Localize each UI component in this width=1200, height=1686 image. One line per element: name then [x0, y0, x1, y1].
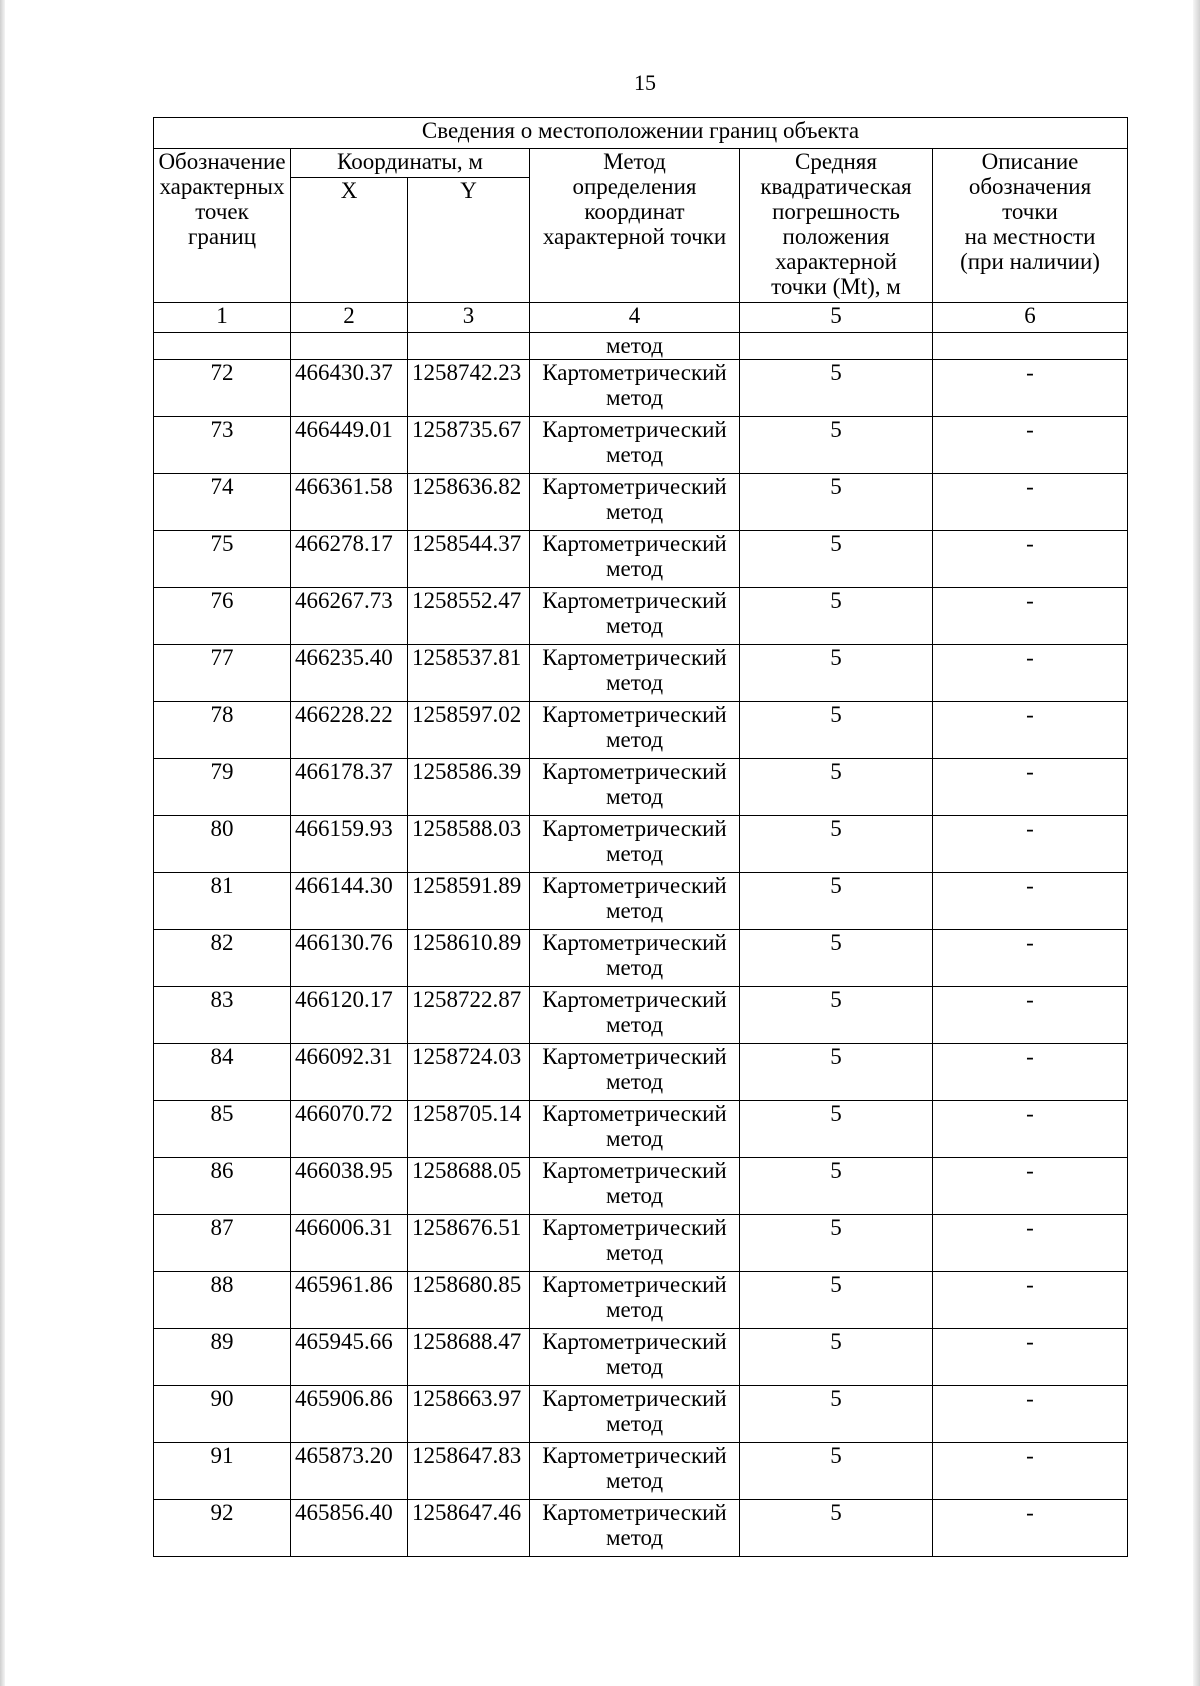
cell-method: Картометрический метод — [530, 360, 740, 417]
table-title: Сведения о местоположении границ объекта — [154, 118, 1128, 149]
cell-point: 74 — [154, 474, 291, 531]
cell-y: 1258722.87 — [408, 987, 530, 1044]
cell-method: Картометрический метод — [530, 1272, 740, 1329]
cell-point: 86 — [154, 1158, 291, 1215]
cell-point: 77 — [154, 645, 291, 702]
cell-x: 465873.20 — [291, 1443, 408, 1500]
cell-y: 1258591.89 — [408, 873, 530, 930]
table-body — [154, 333, 1128, 1557]
cell-method: Картометрический метод — [530, 930, 740, 987]
cell-point: 79 — [154, 759, 291, 816]
cell-description: - — [933, 987, 1128, 1044]
cell-point: 76 — [154, 588, 291, 645]
header-method: Метод определения координат характерной точки — [530, 149, 740, 303]
column-number: 1 — [154, 303, 291, 333]
cell-y: 1258742.23 — [408, 360, 530, 417]
cell-description: - — [933, 1158, 1128, 1215]
cell-point: 87 — [154, 1215, 291, 1272]
cell-description: - — [933, 531, 1128, 588]
continuation-row — [154, 333, 1128, 360]
cell-point: 81 — [154, 873, 291, 930]
cell-error: 5 — [740, 1101, 933, 1158]
cell-x: 466449.01 — [291, 417, 408, 474]
column-number: 3 — [408, 303, 530, 333]
cell-x: 466120.17 — [291, 987, 408, 1044]
cell-y: 1258676.51 — [408, 1215, 530, 1272]
table-row — [154, 702, 1128, 759]
cell-x: 466235.40 — [291, 645, 408, 702]
table-row — [154, 1158, 1128, 1215]
cell-method: Картометрический метод — [530, 1500, 740, 1557]
cell-method: Картометрический метод — [530, 1443, 740, 1500]
cell-error: 5 — [740, 1215, 933, 1272]
cell-point: 85 — [154, 1101, 291, 1158]
cell-x: 466130.76 — [291, 930, 408, 987]
cell-error: 5 — [740, 1272, 933, 1329]
table-row — [154, 873, 1128, 930]
column-number: 6 — [933, 303, 1128, 333]
cell-method: Картометрический метод — [530, 1101, 740, 1158]
cell-x: 466144.30 — [291, 873, 408, 930]
cell-description: - — [933, 759, 1128, 816]
table-row — [154, 1386, 1128, 1443]
cell-x: 465906.86 — [291, 1386, 408, 1443]
table-row — [154, 1215, 1128, 1272]
cell-x: 465961.86 — [291, 1272, 408, 1329]
cell-point: 88 — [154, 1272, 291, 1329]
cell-description: - — [933, 1386, 1128, 1443]
table-row — [154, 474, 1128, 531]
cell-y: 1258647.83 — [408, 1443, 530, 1500]
header-coordinates: Координаты, м — [291, 149, 530, 178]
cell-x: 466038.95 — [291, 1158, 408, 1215]
cell-error: 5 — [740, 360, 933, 417]
scan-edge-left — [0, 0, 5, 1686]
page-number: 15 — [634, 70, 656, 95]
cell-error: 5 — [740, 645, 933, 702]
cell-method: Картометрический метод — [530, 702, 740, 759]
cell-error: 5 — [740, 1329, 933, 1386]
cell-y: 1258636.82 — [408, 474, 530, 531]
cell-description: - — [933, 588, 1128, 645]
cell-description: - — [933, 702, 1128, 759]
cell-method: Картометрический метод — [530, 816, 740, 873]
boundary-coordinates-table — [153, 117, 1128, 1557]
cell-x: 466159.93 — [291, 816, 408, 873]
cell-x: 466278.17 — [291, 531, 408, 588]
cell-method: Картометрический метод — [530, 1329, 740, 1386]
cell-description: - — [933, 1101, 1128, 1158]
cell-x: 466006.31 — [291, 1215, 408, 1272]
table-row — [154, 1272, 1128, 1329]
cell-error: 5 — [740, 759, 933, 816]
cell-point: 82 — [154, 930, 291, 987]
cell-point: 83 — [154, 987, 291, 1044]
column-number: 5 — [740, 303, 933, 333]
cell-method: Картометрический метод — [530, 987, 740, 1044]
cell-method: Картометрический метод — [530, 588, 740, 645]
cell-description: - — [933, 1044, 1128, 1101]
table-row — [154, 759, 1128, 816]
cell-method: Картометрический метод — [530, 417, 740, 474]
cell-point: 92 — [154, 1500, 291, 1557]
cell-point: 84 — [154, 1044, 291, 1101]
cell-description: - — [933, 1215, 1128, 1272]
scan-edge-right — [1193, 0, 1200, 1686]
table-row — [154, 645, 1128, 702]
continuation-method: метод — [530, 333, 740, 360]
header-point: Обозначение характерных точек границ — [154, 149, 291, 303]
cell-x: 466092.31 — [291, 1044, 408, 1101]
cell-method: Картометрический метод — [530, 759, 740, 816]
header-x: X — [291, 178, 408, 303]
cell-description: - — [933, 873, 1128, 930]
cell-method: Картометрический метод — [530, 531, 740, 588]
table-row — [154, 1500, 1128, 1557]
cell-method: Картометрический метод — [530, 1386, 740, 1443]
cell-point: 80 — [154, 816, 291, 873]
cell-y: 1258597.02 — [408, 702, 530, 759]
cell-y: 1258586.39 — [408, 759, 530, 816]
cell-description: - — [933, 1500, 1128, 1557]
cell-point: 75 — [154, 531, 291, 588]
cell-method: Картометрический метод — [530, 873, 740, 930]
cell-x: 466361.58 — [291, 474, 408, 531]
cell-error: 5 — [740, 1500, 933, 1557]
cell-error: 5 — [740, 1044, 933, 1101]
cell-description: - — [933, 645, 1128, 702]
cell-description: - — [933, 1443, 1128, 1500]
cell-error: 5 — [740, 1386, 933, 1443]
column-number: 4 — [530, 303, 740, 333]
cell-y: 1258544.37 — [408, 531, 530, 588]
cell-y: 1258688.05 — [408, 1158, 530, 1215]
cell-x: 466228.22 — [291, 702, 408, 759]
table-row — [154, 930, 1128, 987]
cell-description: - — [933, 1329, 1128, 1386]
cell-x: 466430.37 — [291, 360, 408, 417]
table-row — [154, 588, 1128, 645]
table-row — [154, 417, 1128, 474]
cell-y: 1258724.03 — [408, 1044, 530, 1101]
column-number: 2 — [291, 303, 408, 333]
cell-method: Картометрический метод — [530, 1215, 740, 1272]
cell-error: 5 — [740, 1443, 933, 1500]
cell-x: 465945.66 — [291, 1329, 408, 1386]
cell-x: 465856.40 — [291, 1500, 408, 1557]
cell-description: - — [933, 1272, 1128, 1329]
cell-error: 5 — [740, 1158, 933, 1215]
header-y: Y — [408, 178, 530, 303]
cell-error: 5 — [740, 987, 933, 1044]
cell-point: 78 — [154, 702, 291, 759]
table-row — [154, 816, 1128, 873]
table-row — [154, 1101, 1128, 1158]
header-description: Описание обозначения точки на местности (при наличии) — [933, 149, 1128, 303]
table-row — [154, 531, 1128, 588]
cell-description: - — [933, 474, 1128, 531]
cell-y: 1258688.47 — [408, 1329, 530, 1386]
cell-description: - — [933, 816, 1128, 873]
cell-point: 90 — [154, 1386, 291, 1443]
cell-y: 1258552.47 — [408, 588, 530, 645]
header-error: Средняя квадратическая погрешность положения характерной точки (Mt), м — [740, 149, 933, 303]
cell-x: 466178.37 — [291, 759, 408, 816]
cell-method: Картометрический метод — [530, 474, 740, 531]
cell-y: 1258735.67 — [408, 417, 530, 474]
cell-method: Картометрический метод — [530, 1158, 740, 1215]
cell-method: Картометрический метод — [530, 1044, 740, 1101]
cell-description: - — [933, 930, 1128, 987]
cell-x: 466070.72 — [291, 1101, 408, 1158]
cell-y: 1258537.81 — [408, 645, 530, 702]
cell-x: 466267.73 — [291, 588, 408, 645]
cell-point: 89 — [154, 1329, 291, 1386]
table-row — [154, 1443, 1128, 1500]
cell-point: 73 — [154, 417, 291, 474]
cell-description: - — [933, 360, 1128, 417]
cell-y: 1258610.89 — [408, 930, 530, 987]
cell-y: 1258647.46 — [408, 1500, 530, 1557]
cell-point: 72 — [154, 360, 291, 417]
cell-y: 1258705.14 — [408, 1101, 530, 1158]
cell-y: 1258588.03 — [408, 816, 530, 873]
cell-error: 5 — [740, 873, 933, 930]
cell-error: 5 — [740, 531, 933, 588]
cell-y: 1258663.97 — [408, 1386, 530, 1443]
cell-error: 5 — [740, 417, 933, 474]
cell-error: 5 — [740, 816, 933, 873]
cell-error: 5 — [740, 474, 933, 531]
cell-method: Картометрический метод — [530, 645, 740, 702]
cell-error: 5 — [740, 588, 933, 645]
cell-description: - — [933, 417, 1128, 474]
table-row — [154, 987, 1128, 1044]
cell-error: 5 — [740, 702, 933, 759]
cell-point: 91 — [154, 1443, 291, 1500]
table-row — [154, 360, 1128, 417]
cell-y: 1258680.85 — [408, 1272, 530, 1329]
cell-error: 5 — [740, 930, 933, 987]
table-row — [154, 1044, 1128, 1101]
table-row — [154, 1329, 1128, 1386]
